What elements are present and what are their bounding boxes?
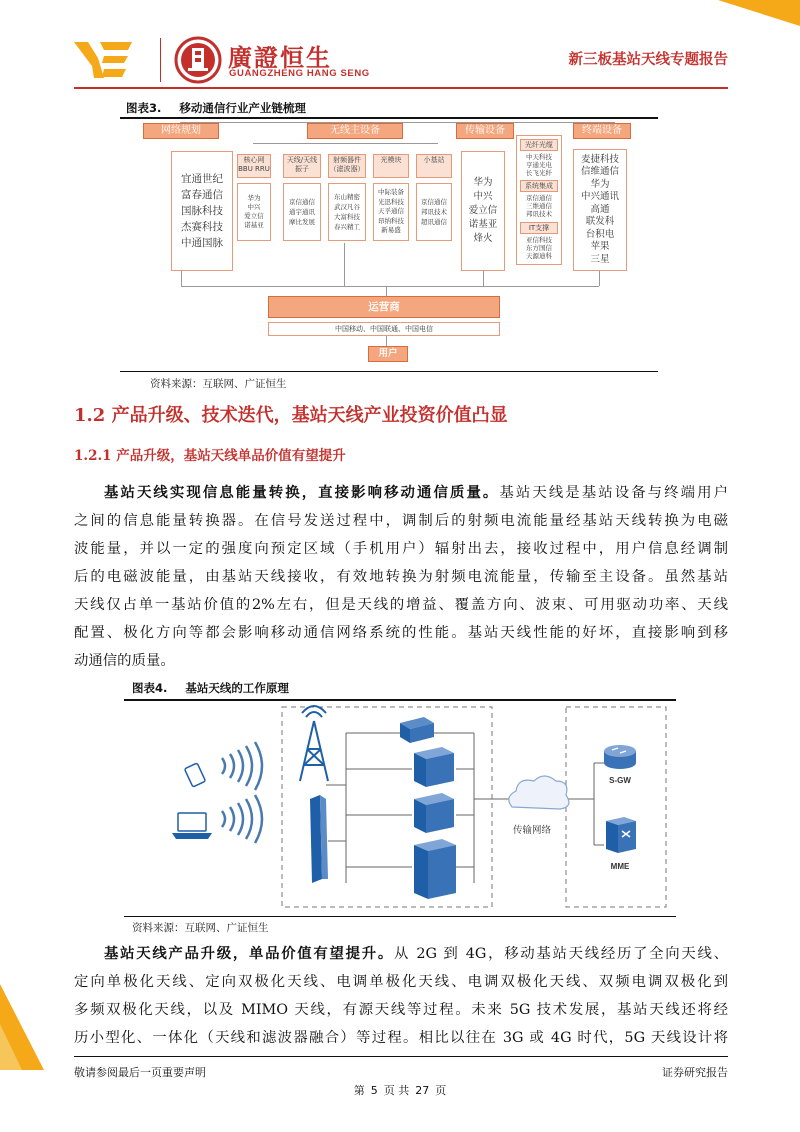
paragraph-line: 历小型化、一体化（天线和滤波器融合）等过程。相比以往在 3G 或 4G 时代，5G 天线设计将 bbox=[74, 1030, 728, 1046]
connector bbox=[344, 243, 345, 286]
company: 京信通信 bbox=[289, 198, 315, 206]
paragraph-line: 定向单极化天线、定向双极化天线、电调单极化天线、电调双极化天线、双频电调双极化到 bbox=[74, 974, 728, 990]
paragraph-line: 之间的信息能量转换器。在信号发送过程中，调制后的射频电流能量经基站天线转换为电磁 bbox=[74, 513, 728, 529]
figure3-caption bbox=[126, 100, 306, 116]
corner-decoration bbox=[0, 1024, 22, 1070]
paragraph-line: 后的电磁波能量，由基站天线接收，有效地转换为射频电流能量，传输至主设备。虽然基站 bbox=[74, 569, 728, 585]
user-box: 用户 bbox=[368, 346, 408, 362]
fiber-companies bbox=[520, 153, 558, 177]
company: 邦讯技术 bbox=[526, 210, 552, 218]
category-terminal: 终端设备 bbox=[573, 123, 631, 139]
paragraph-line bbox=[74, 940, 728, 968]
page-suffix: 页 bbox=[435, 1084, 447, 1097]
company: 邦讯技术 bbox=[421, 208, 447, 216]
paragraph-line: 多频双极化天线，以及 MIMO 天线，有源天线等过程。未来 5G 技术发展，基站天线还将经 bbox=[74, 1002, 728, 1018]
paragraph-line bbox=[74, 479, 728, 507]
company: 高通 bbox=[590, 203, 610, 215]
category-network-planning: 网络规划 bbox=[143, 123, 219, 139]
company: 中兴 bbox=[473, 191, 493, 202]
cloud-icon bbox=[509, 776, 569, 809]
company: 联发科 bbox=[585, 216, 615, 228]
company: 大富科技 bbox=[334, 213, 360, 221]
page-prefix: 第 bbox=[353, 1084, 365, 1097]
item-small-cell: 小基站 bbox=[416, 154, 452, 178]
company: 天源迪科 bbox=[526, 252, 552, 260]
page-number bbox=[0, 1082, 800, 1098]
company: 宜通世纪 bbox=[181, 173, 223, 185]
company: 亨通光电 bbox=[526, 161, 552, 169]
figure-title: 基站天线的工作原理 bbox=[185, 681, 289, 695]
core-network-companies bbox=[237, 183, 271, 241]
company: 中际装备 bbox=[378, 188, 404, 197]
item-system-integration: 系统集成 bbox=[520, 180, 558, 192]
paragraph-antenna-conversion bbox=[74, 479, 728, 675]
paragraph-lead: 基站天线产品升级，单品价值有望提升。 bbox=[104, 945, 394, 962]
company: 天孚通信 bbox=[378, 207, 404, 216]
company: 春兴精工 bbox=[334, 223, 360, 231]
industry-chain-diagram bbox=[125, 119, 660, 370]
figure3-source: 资料来源：互联网、广证恒生 bbox=[150, 378, 287, 390]
company: 爱立信 bbox=[468, 205, 498, 216]
company: 华为 bbox=[473, 177, 493, 188]
figure-title: 移动通信行业产业链梳理 bbox=[179, 101, 306, 115]
figure-bottom-rule bbox=[120, 371, 658, 372]
mme-server-icon bbox=[606, 817, 636, 853]
company: 华为 bbox=[247, 194, 261, 202]
radio-wave-icon bbox=[222, 742, 262, 790]
company: 通宇通讯 bbox=[289, 208, 315, 216]
small-cell-companies bbox=[416, 183, 452, 241]
paragraph-line: 配置、极化方向等都会影响移动通信网络系统的性能。基站天线性能的好坏，直接影响到移 bbox=[74, 625, 728, 641]
bbu-cabinet-icon bbox=[414, 793, 454, 833]
company: 中兴通讯 bbox=[580, 191, 619, 203]
paragraph-text: 从 2G 到 4G，移动基站天线经历了全向天线、 bbox=[393, 946, 728, 962]
company: 国脉科技 bbox=[181, 205, 223, 217]
rru-icon bbox=[400, 717, 434, 743]
operator-list: 中国移动、中国联通、中国电信 bbox=[268, 322, 500, 336]
company: 中通国脉 bbox=[181, 237, 223, 249]
category-wireless-main-equipment: 无线主设备 bbox=[307, 123, 403, 139]
company: 三星 bbox=[590, 253, 610, 265]
footer-report-type: 证券研究报告 bbox=[662, 1066, 728, 1079]
network-planning-companies bbox=[171, 151, 233, 271]
company: 杰赛科技 bbox=[181, 221, 223, 233]
company: 中兴 bbox=[247, 203, 261, 211]
company: 东方国信 bbox=[526, 244, 552, 252]
company: 武汉凡谷 bbox=[334, 203, 360, 211]
company: 烽火 bbox=[473, 233, 493, 244]
panel-antenna-icon bbox=[310, 795, 328, 883]
paragraph-antenna-upgrade bbox=[74, 940, 728, 1052]
paragraph-line: 天线仅占单一基站价值的2%左右，但是天线的增益、覆盖方向、波束、可用驱动功率、天线 bbox=[74, 597, 728, 613]
company: 京信通信 bbox=[421, 198, 447, 206]
antenna-working-principle-diagram bbox=[124, 703, 676, 913]
transmission-network-label: 传输网络 bbox=[512, 825, 552, 836]
company: 光迅科技 bbox=[378, 197, 404, 206]
laptop-icon bbox=[172, 813, 212, 839]
company: 富春通信 bbox=[181, 189, 223, 201]
terminal-companies bbox=[573, 149, 627, 271]
company: 京信通信 bbox=[526, 194, 552, 202]
section-heading: 1.2 产品升级、技术迭代，基站天线产业投资价值凸显 bbox=[74, 405, 508, 426]
smartphone-icon bbox=[184, 763, 205, 787]
paragraph-text: 基站天线是基站设备与终端用户 bbox=[499, 485, 728, 501]
radio-wave-icon bbox=[222, 795, 262, 843]
company: 诺基亚 bbox=[244, 221, 264, 229]
connector bbox=[483, 271, 484, 286]
integration-companies bbox=[520, 194, 558, 218]
company: 华为 bbox=[590, 178, 610, 190]
item-antenna: 天线/天线振子 bbox=[283, 154, 321, 178]
ye-logo-icon bbox=[74, 40, 134, 80]
company: 中天科技 bbox=[526, 153, 552, 161]
mme-label: MME bbox=[610, 862, 630, 871]
connector bbox=[253, 143, 438, 144]
figure4-caption bbox=[132, 680, 289, 696]
company: 台积电 bbox=[585, 228, 615, 240]
optical-module-companies bbox=[373, 183, 409, 241]
logo-divider bbox=[160, 38, 161, 82]
figure-number: 图表4. bbox=[132, 681, 168, 695]
company: 东山精密 bbox=[334, 193, 360, 201]
company: 麦捷科技 bbox=[580, 153, 619, 165]
core-network-region bbox=[566, 707, 666, 907]
item-core-network: 核心网BBU RRU bbox=[237, 154, 271, 178]
header-divider bbox=[74, 87, 728, 89]
cell-tower-icon bbox=[300, 706, 328, 781]
company: 苹果 bbox=[590, 241, 610, 253]
corner-decoration bbox=[718, 0, 800, 26]
rf-filter-companies bbox=[328, 183, 366, 241]
transmission-companies bbox=[461, 151, 505, 271]
brand-name-en: GUANGZHENG HANG SENG bbox=[229, 68, 370, 79]
brand-name-cn: 廣證恒生 bbox=[228, 44, 332, 72]
company: 新易盛 bbox=[381, 226, 401, 235]
operator-box: 运营商 bbox=[268, 296, 500, 318]
connector bbox=[386, 286, 387, 296]
sgw-router-icon bbox=[604, 745, 636, 769]
company: 信维通信 bbox=[580, 166, 619, 178]
transmission-sub-stack bbox=[516, 135, 562, 265]
bbu-cabinet-icon bbox=[414, 747, 454, 787]
company: 三维通信 bbox=[526, 202, 552, 210]
connector bbox=[181, 286, 599, 287]
paragraph-line: 波能量，并以一定的强度向预定区域（手机用户）辐射出去，接收过程中，用户信息经调制 bbox=[74, 541, 728, 557]
company: 亚信科技 bbox=[526, 236, 552, 244]
current-page: 5 bbox=[370, 1084, 378, 1097]
category-transmission: 传输设备 bbox=[456, 123, 514, 139]
subsection-heading: 1.2.1 产品升级，基站天线单品价值有望提升 bbox=[74, 448, 346, 464]
company: 长飞光纤 bbox=[526, 169, 552, 177]
company: 超讯通信 bbox=[421, 218, 447, 226]
it-support-companies bbox=[520, 236, 558, 260]
page-mid: 页 共 bbox=[383, 1084, 410, 1097]
server-cabinet-icon bbox=[414, 839, 456, 899]
connector bbox=[599, 271, 600, 286]
figure4-source: 资料来源：互联网、广证恒生 bbox=[132, 922, 269, 934]
paragraph-line: 动通信的质量。 bbox=[74, 653, 175, 669]
paragraph-lead: 基站天线实现信息能量转换，直接影响移动通信质量。 bbox=[104, 484, 500, 501]
figure-top-rule bbox=[124, 699, 676, 701]
company: 摩比发展 bbox=[289, 218, 315, 226]
antenna-companies bbox=[283, 183, 321, 241]
total-pages: 27 bbox=[415, 1084, 430, 1097]
item-fiber: 光纤光缆 bbox=[520, 139, 558, 151]
item-optical-module: 光模块 bbox=[373, 154, 409, 178]
item-rf-filter: 射频器件（滤波器） bbox=[328, 154, 366, 178]
connector bbox=[181, 271, 182, 286]
report-title: 新三板基站天线专题报告 bbox=[568, 52, 728, 68]
company: 诺基亚 bbox=[468, 219, 498, 230]
footer-divider bbox=[74, 1056, 728, 1057]
figure-number: 图表3. bbox=[126, 101, 162, 115]
company: 爱立信 bbox=[244, 212, 264, 220]
footer-disclaimer: 敬请参阅最后一页重要声明 bbox=[74, 1066, 206, 1079]
brand-seal-icon bbox=[174, 36, 222, 84]
sgw-label: S-GW bbox=[609, 776, 631, 785]
item-it-support: IT支撑 bbox=[520, 222, 558, 234]
company: 昂纳科技 bbox=[378, 216, 404, 225]
figure-bottom-rule bbox=[124, 916, 676, 917]
connector bbox=[386, 336, 387, 346]
